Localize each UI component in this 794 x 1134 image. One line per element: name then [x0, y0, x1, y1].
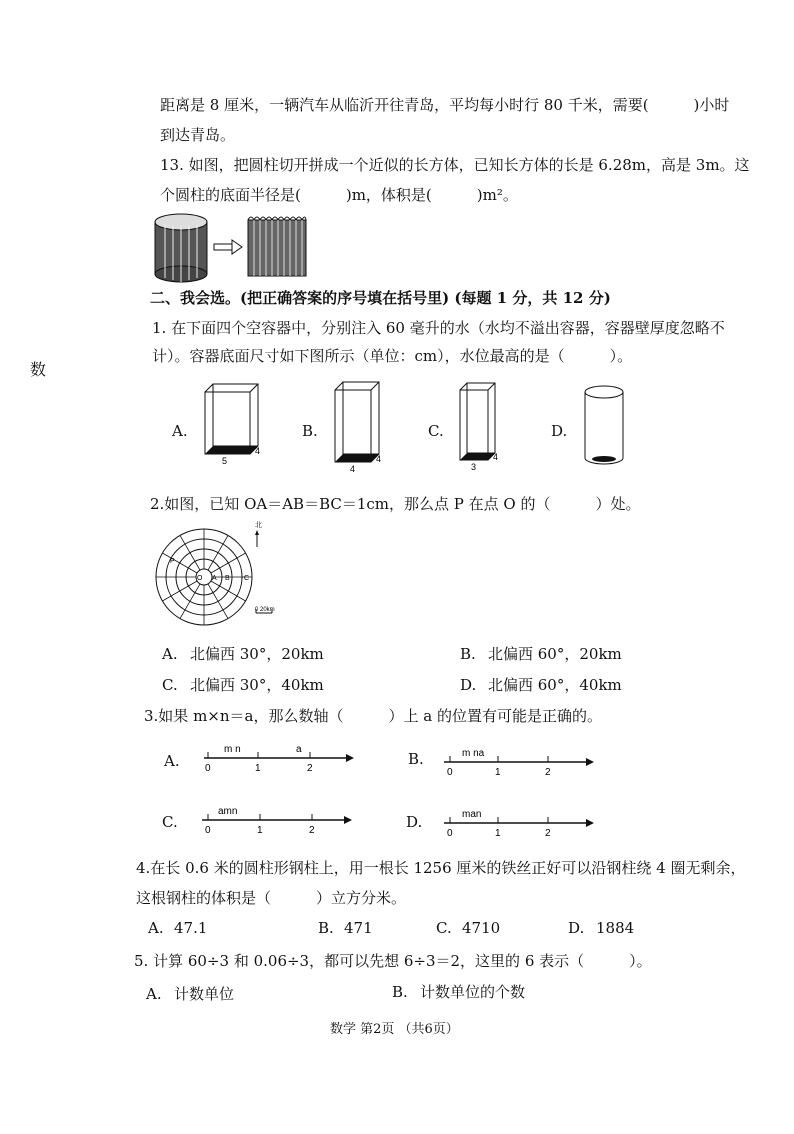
mc2-label-p: P	[170, 558, 175, 565]
mc5-option-a-text: 计数单位	[174, 985, 235, 1003]
mc3-numberline-b	[436, 742, 596, 778]
mc4-option-b-label: B.	[318, 919, 334, 937]
scale-bar	[255, 607, 275, 613]
mc4-line2: 这根钢柱的体积是（ ）立方分米。	[136, 889, 407, 907]
cylinder-to-cuboid-figure	[150, 210, 310, 280]
mc2-label-b: B	[225, 575, 230, 582]
mc1-container-a	[200, 382, 270, 467]
mc1-option-b-label: B.	[302, 422, 318, 440]
mc2-option-c-text: 北偏西 30°，40km	[190, 676, 324, 694]
mc4-option-a-text: 47.1	[174, 919, 208, 937]
q13-line2: 个圆柱的底面半径是( )m，体积是( )m²。	[160, 186, 518, 204]
mc5-option-b-label: B.	[392, 983, 408, 1001]
mc3-b-tick2: 2	[545, 767, 551, 778]
mc3-c-marks: amn	[218, 806, 238, 817]
mc4-option-d-label: D.	[568, 919, 585, 937]
mc3-option-b-label: B.	[408, 750, 424, 768]
mc3-a-marks: m n	[224, 744, 241, 755]
mc2-label-o: O	[197, 575, 203, 582]
mc4-option-a-label: A.	[148, 919, 164, 937]
cylinder-icon	[155, 214, 207, 282]
mc4-option-b-text: 471	[344, 919, 373, 937]
q13-line1: 13. 如图，把圆柱切开拼成一个近似的长方体，已知长方体的长是 6.28m，高是 3m。这	[160, 156, 750, 174]
mc2-label-a: A	[212, 575, 217, 582]
mc1-a-dim1: 5	[222, 456, 228, 466]
mc1-line1: 1. 在下面四个空容器中，分别注入 60 毫升的水（水均不溢出容器，容器壁厚度忽略不	[152, 319, 725, 337]
section2-title: 二、我会选。(把正确答案的序号填在括号里) (每题 1 分，共 12 分)	[150, 289, 611, 307]
mc3-b-tick1: 1	[495, 767, 501, 778]
mc1-b-dim2: 4	[376, 454, 382, 464]
polar-grid	[156, 529, 252, 625]
mc1-container-c	[455, 380, 510, 475]
mc3-option-d-label: D.	[406, 813, 423, 831]
mc1-c-dim2: 4	[493, 452, 499, 462]
mc3-b-marks: m na	[462, 748, 485, 759]
margin-char: 数	[30, 360, 47, 379]
mc1-c-dim1: 3	[471, 462, 477, 472]
mc3-a-tick1: 1	[255, 763, 261, 774]
mc5-option-b-text: 计数单位的个数	[420, 983, 526, 1001]
mc1-container-d	[580, 380, 630, 470]
mc3-numberline-d	[436, 803, 596, 839]
mc4-option-c-text: 4710	[462, 919, 501, 937]
mc2-option-c-label: C.	[162, 676, 178, 694]
mc3-a-tick0: 0	[205, 763, 211, 774]
mc3-stem: 3.如果 m×n＝a，那么数轴（ ）上 a 的位置有可能是正确的。	[144, 707, 602, 725]
mc1-option-d-label: D.	[551, 422, 568, 440]
mc3-d-tick2: 2	[545, 828, 551, 839]
cuboid-icon	[248, 217, 306, 276]
mc1-b-dim1: 4	[350, 464, 356, 474]
mc3-a-a: a	[296, 744, 302, 755]
mc1-container-b	[330, 380, 390, 475]
mc1-option-c-label: C.	[428, 422, 444, 440]
mc2-polar-diagram	[148, 522, 298, 630]
mc2-option-d-text: 北偏西 60°，40km	[488, 676, 622, 694]
mc3-a-tick2: 2	[307, 763, 313, 774]
mc2-label-c: C	[244, 575, 250, 582]
mc2-option-a-text: 北偏西 30°，20km	[190, 645, 324, 663]
mc3-option-a-label: A.	[164, 752, 180, 770]
mc2-option-a-label: A.	[162, 645, 178, 663]
mc5-option-a-label: A.	[146, 985, 162, 1003]
mc2-option-d-label: D.	[460, 676, 477, 694]
mc2-option-b-text: 北偏西 60°，20km	[488, 645, 622, 663]
mc3-c-tick2: 2	[309, 825, 315, 836]
mc3-numberline-a	[196, 738, 356, 774]
mc3-numberline-c	[194, 800, 354, 836]
mc2-scale-label: 0 20km	[255, 607, 275, 613]
mc5-stem: 5. 计算 60÷3 和 0.06÷3，都可以先想 6÷3＝2，这里的 6 表示（ ）。	[134, 952, 652, 970]
mc3-d-tick0: 0	[447, 828, 453, 839]
q12-line1: 距离是 8 厘米，一辆汽车从临沂开往青岛，平均每小时行 80 千米，需要( )小时	[160, 96, 730, 114]
mc2-option-b-label: B.	[460, 645, 476, 663]
mc2-north-label: 北	[255, 522, 262, 529]
q12-line2: 到达青岛。	[160, 126, 236, 144]
mc3-c-tick1: 1	[257, 825, 263, 836]
mc4-option-d-text: 1884	[596, 919, 635, 937]
mc3-b-tick0: 0	[447, 767, 453, 778]
north-arrow-icon	[255, 530, 259, 547]
arrow-right-icon	[214, 240, 242, 254]
page-footer: 数学 第2页 （共6页）	[330, 1022, 459, 1037]
mc4-option-c-label: C.	[436, 919, 452, 937]
mc1-option-a-label: A.	[172, 422, 188, 440]
mc4-line1: 4.在长 0.6 米的圆柱形钢柱上，用一根长 1256 厘米的铁丝正好可以沿钢柱绕 4 圈无剩余，	[136, 859, 746, 877]
mc3-option-c-label: C.	[162, 813, 178, 831]
mc3-d-tick1: 1	[495, 828, 501, 839]
mc3-c-tick0: 0	[205, 825, 211, 836]
mc1-a-dim2: 4	[255, 446, 261, 456]
mc2-stem: 2.如图，已知 OA＝AB＝BC＝1cm，那么点 P 在点 O 的（ ）处。	[150, 495, 641, 513]
mc1-line2: 计）。容器底面尺寸如下图所示（单位：cm），水位最高的是（ ）。	[152, 347, 633, 365]
mc3-d-marks: man	[462, 809, 482, 820]
